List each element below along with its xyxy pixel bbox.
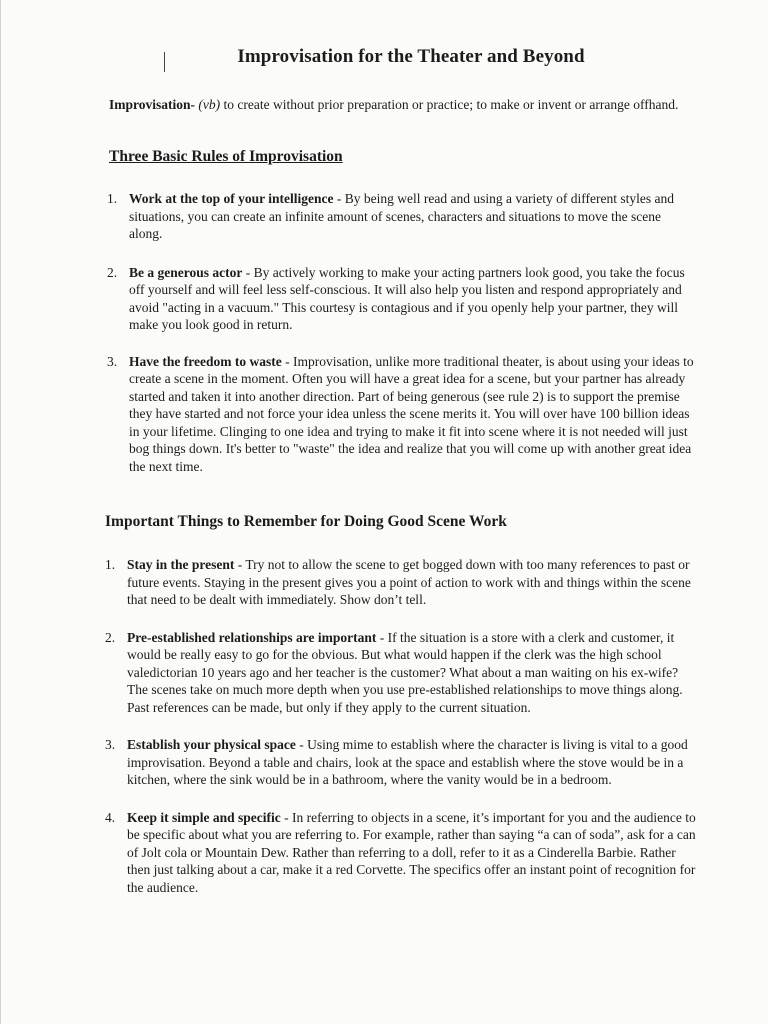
list-item xyxy=(107,264,697,334)
item-text: - By actively working to make your acting partners look good, you take the focus off yourself and will feel less self-conscious. It will also help you listen and respond appropriately and avoid "acting in a vacuum." This courtesy is contagious and if you openly help your partner, they will make you look good in return. xyxy=(129,264,685,332)
list-item xyxy=(105,809,697,897)
item-number: 1. xyxy=(107,191,118,206)
item-number: 4. xyxy=(105,809,116,825)
definition-text: to create without prior preparation or practice; to make or invent or arrange offhand. xyxy=(220,97,679,112)
item-number: 2. xyxy=(105,629,116,645)
item-lead: Pre-established relationships are important xyxy=(127,629,377,645)
item-text: - Using mime to establish where the character is living is vital to a good improvisation. Beyond a table and chairs, look at the space and establish where the stove would be in a kitchen, where the sink would be in a bathroom, where the vanity would be in a bedroom. xyxy=(127,737,688,787)
list-item xyxy=(107,353,697,476)
item-number: 2. xyxy=(107,264,118,280)
item-lead: Be a generous actor xyxy=(129,264,243,280)
item-text: - Try not to allow the scene to get bogged down with too many references to past or future events. Staying in the present gives you a point of action to work with and things within the scene that need to be dealt with immediately. Show don’t tell. xyxy=(127,557,691,607)
list-item xyxy=(105,629,697,717)
list-item xyxy=(107,190,697,243)
item-text: - If the situation is a store with a clerk and customer, it would be really easy to go for the obvious. But what would happen if the clerk was the high school valedictorian 10 years ago and her teacher is the customer? What about a man waiting on his ex-wife? The scenes take on much more depth when you use pre-established relationships to move things along. Past references can be made, but only if they apply to the current situation. xyxy=(127,629,683,715)
definition-part-of-speech: (vb) xyxy=(198,97,221,112)
item-number: 1. xyxy=(105,557,116,572)
item-lead: Keep it simple and specific xyxy=(127,809,281,825)
section-heading-rules: Three Basic Rules of Improvisation xyxy=(109,148,343,165)
item-number: 3. xyxy=(105,737,116,752)
definition-term: Improvisation- xyxy=(109,97,196,112)
scene-work-list xyxy=(105,556,697,896)
item-lead: Have the freedom to waste xyxy=(129,353,282,369)
list-item xyxy=(105,556,697,609)
page-title: Improvisation for the Theater and Beyond xyxy=(237,46,585,67)
item-number: 3. xyxy=(107,353,118,369)
section-heading-scene-work: Important Things to Remember for Doing Good Scene Work xyxy=(105,513,507,530)
definition xyxy=(109,96,709,113)
item-lead: Establish your physical space xyxy=(127,737,296,752)
item-lead: Work at the top of your intelligence xyxy=(129,191,334,206)
item-text: - In referring to objects in a scene, it’s important for you and the audience to be specific about what you are referring to. For example, rather than saying “a can of soda”, ask for a can of Jolt cola or Mountain Dew. Rather than referring to a doll, refer to it as a Cinderella Barbie. Rather then just talking about a car, make it a red Corvette. The specifics offer an instant point of recognition for the audience. xyxy=(127,809,696,895)
rules-list xyxy=(107,190,697,475)
item-lead: Stay in the present xyxy=(127,557,235,572)
item-text: - By being well read and using a variety of different styles and situations, you can create an infinite amount of scenes, characters and situations to move the scene along. xyxy=(129,191,675,241)
list-item xyxy=(105,736,697,789)
item-text: - Improvisation, unlike more traditional theater, is about using your ideas to create a scene in the moment. Often you will have a great idea for a scene, but your partner has already started and taken it into another direction. Part of being generous (see rule 2) is to support the premise they have started and not force your idea unless the scene merits it. You will over have 100 billion ideas in your lifetime. Clinging to one idea and trying to make it fit into scene where it is not needed will just bog things down. It's better to "waste" the idea and realize that you will come up with another great idea the next time. xyxy=(129,353,694,474)
